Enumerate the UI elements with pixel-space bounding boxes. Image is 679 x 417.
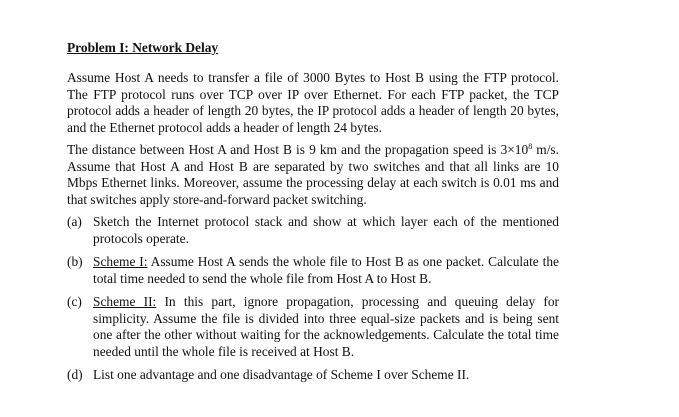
distance-paragraph (67, 142, 559, 208)
question-c-scheme-label: Scheme II: (93, 294, 157, 309)
question-d (67, 367, 559, 384)
question-c (67, 294, 559, 360)
question-d-text: List one advantage and one disadvantage of Scheme I over Scheme II. (93, 367, 470, 382)
question-b-label: (b) (67, 254, 83, 269)
distance-exponent: 8 (528, 142, 533, 151)
question-b-body (93, 254, 559, 287)
question-b (67, 254, 559, 287)
question-c-label: (c) (67, 294, 82, 309)
distance-text-start: The distance between Host A and Host B is 9 km and the propagation speed is 3×10 (67, 142, 529, 157)
intro-paragraph: Assume Host A needs to transfer a file of 3000 Bytes to Host B using the FTP protocol. The FTP protocol runs over TCP over IP over Ethernet. For each FTP packet, the TCP protocol adds a header of length 20 bytes, the IP protocol adds a header of length 20 bytes, and the Ethernet protocol adds a header of length 24 bytes. (67, 70, 559, 135)
question-a-label: (a) (67, 214, 82, 229)
question-c-text: In this part, ignore propagation, processing and queuing delay for simplicity. Assume the file is divided into three equal-size packets and is being sent one after the other without waiting for the acknowledgements. Calculate the total time needed until the whole file is received at Host B. (93, 294, 560, 359)
question-a-text: Sketch the Internet protocol stack and show at which layer each of the mentioned protocols operate. (93, 214, 559, 246)
question-b-scheme-label: Scheme I: (93, 254, 148, 269)
question-c-body (93, 294, 559, 360)
question-a (67, 214, 559, 247)
problem-title: Problem I: Network Delay (67, 40, 219, 55)
question-d-label: (d) (67, 367, 83, 382)
document-page (67, 40, 559, 391)
question-b-text: Assume Host A sends the whole file to Host B as one packet. Calculate the total time needed to send the whole file from Host A to Host B. (93, 254, 559, 286)
distance-text-end: m/s. Assume that Host A and Host B are separated by two switches and that all links are 10 Mbps Ethernet links. Moreover, assume the processing delay at each switch is 0.01 ms and that switches apply store-and-forward packet switching. (67, 142, 559, 207)
